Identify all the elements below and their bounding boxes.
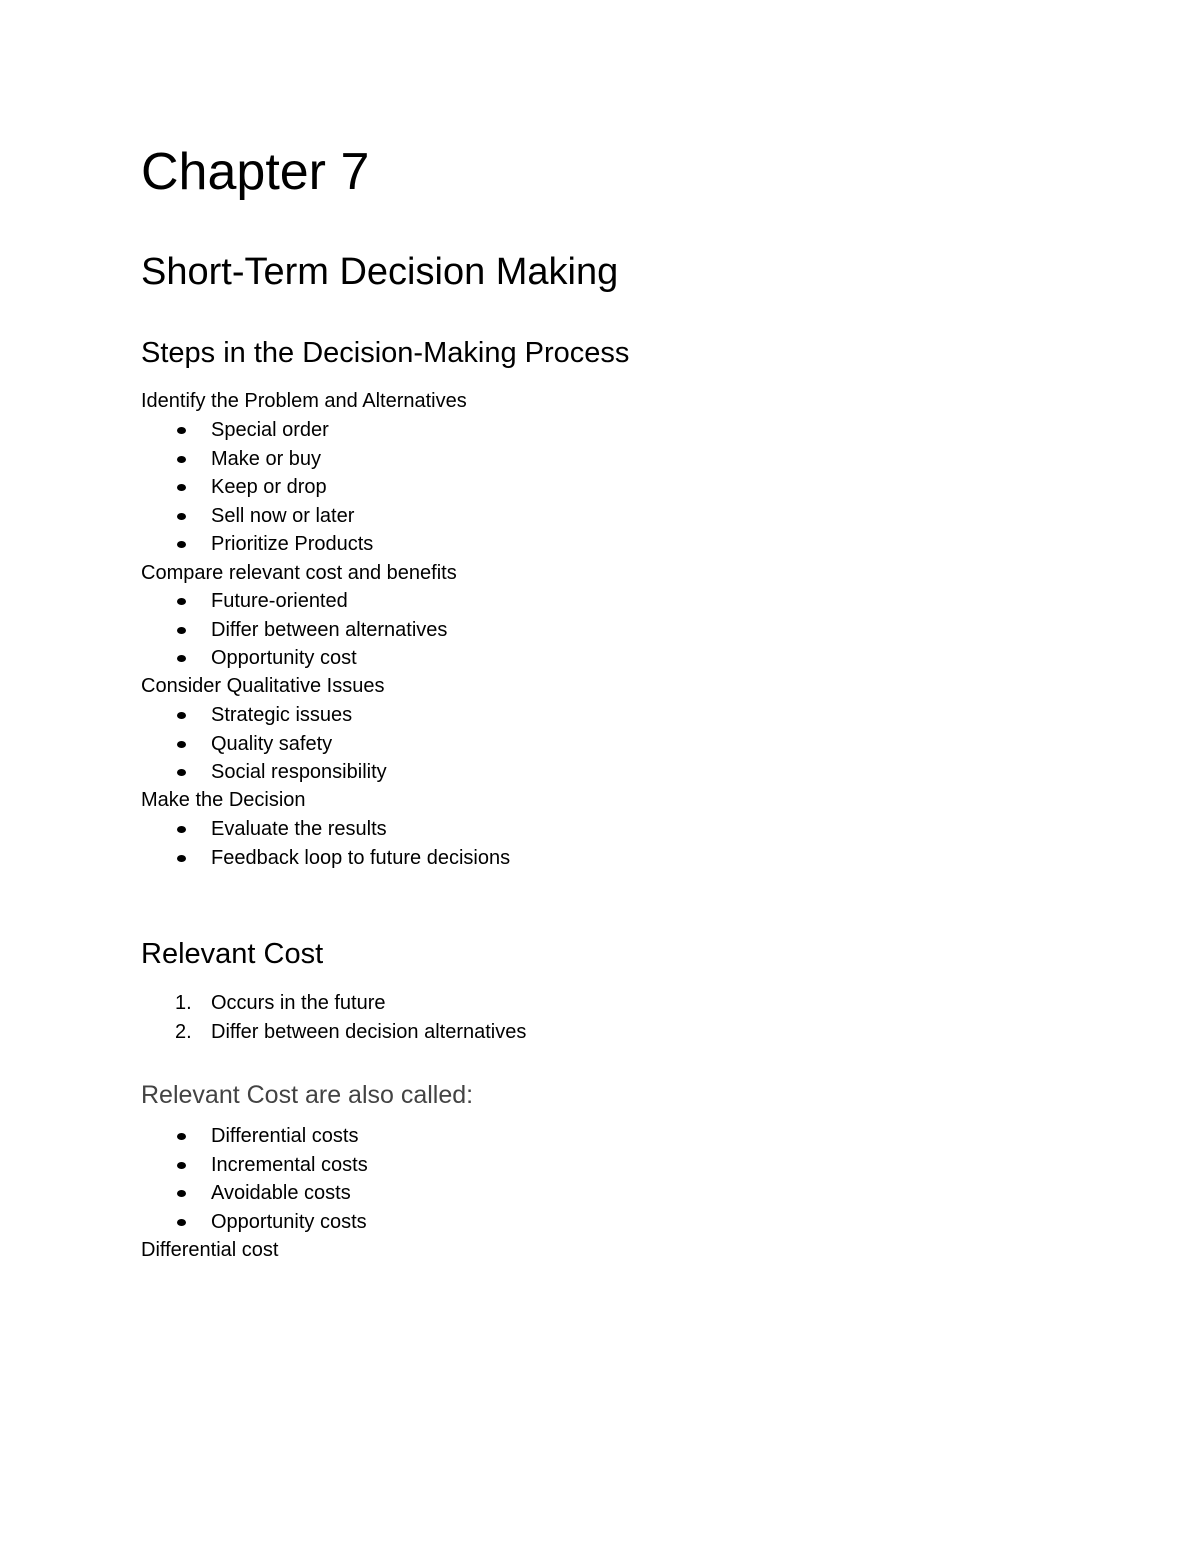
chapter-title: Chapter 7	[141, 143, 370, 201]
list-item-text: Avoidable costs	[211, 1182, 351, 1204]
list-item-text: Sell now or later	[211, 504, 355, 527]
heading-relevant-cost: Relevant Cost	[141, 938, 324, 970]
bullet-icon	[177, 541, 186, 548]
list-item-text: Opportunity cost	[211, 647, 357, 669]
step-label-compare: Compare relevant cost and benefits	[141, 562, 457, 584]
bullet-icon	[177, 456, 186, 463]
list-item-text: Opportunity costs	[211, 1210, 367, 1233]
list-item-text: Differential costs	[211, 1125, 359, 1147]
list-item-text: Strategic issues	[211, 704, 353, 726]
heading-decision-steps: Steps in the Decision-Making Process	[141, 337, 630, 369]
list-item-text: Future-oriented	[211, 590, 348, 612]
bullet-icon	[177, 484, 186, 491]
list-item-text: Differ between decision alternatives	[211, 1020, 527, 1043]
list-item-text: Social responsibility	[211, 761, 387, 783]
list-item-text: Differ between alternatives	[211, 618, 448, 641]
list-item-text: Occurs in the future	[211, 992, 386, 1014]
bullet-icon	[177, 655, 186, 662]
chapter-subtitle: Short-Term Decision Making	[141, 251, 619, 293]
bullet-icon	[177, 855, 186, 862]
step-label-decide: Make the Decision	[141, 789, 306, 811]
bullet-icon	[177, 513, 186, 520]
bullet-icon	[177, 741, 186, 748]
bullet-icon	[177, 1219, 186, 1226]
bullet-icon	[177, 1162, 186, 1169]
list-item-text: Feedback loop to future decisions	[211, 846, 511, 869]
bullet-icon	[177, 427, 186, 434]
bullet-icon	[177, 826, 186, 833]
list-item-text: Incremental costs	[211, 1153, 368, 1176]
list-number: 1.	[175, 992, 192, 1014]
bullet-icon	[177, 598, 186, 605]
heading-also-called: Relevant Cost are also called:	[141, 1081, 474, 1109]
bullet-icon	[177, 712, 186, 719]
step-label-qualitative: Consider Qualitative Issues	[141, 675, 385, 697]
bullet-icon	[177, 1133, 186, 1140]
list-item-text: Evaluate the results	[211, 818, 387, 840]
list-item-text: Quality safety	[211, 732, 333, 755]
step-label-identify: Identify the Problem and Alternatives	[141, 390, 467, 412]
bullet-icon	[177, 769, 186, 776]
list-item-text: Special order	[211, 419, 329, 441]
bullet-icon	[177, 1190, 186, 1197]
list-item-text: Prioritize Products	[211, 533, 374, 555]
list-number: 2.	[175, 1020, 192, 1043]
bullet-icon	[177, 627, 186, 634]
trailing-text: Differential cost	[141, 1239, 279, 1261]
list-item-text: Keep or drop	[211, 476, 327, 498]
list-item-text: Make or buy	[211, 447, 322, 470]
